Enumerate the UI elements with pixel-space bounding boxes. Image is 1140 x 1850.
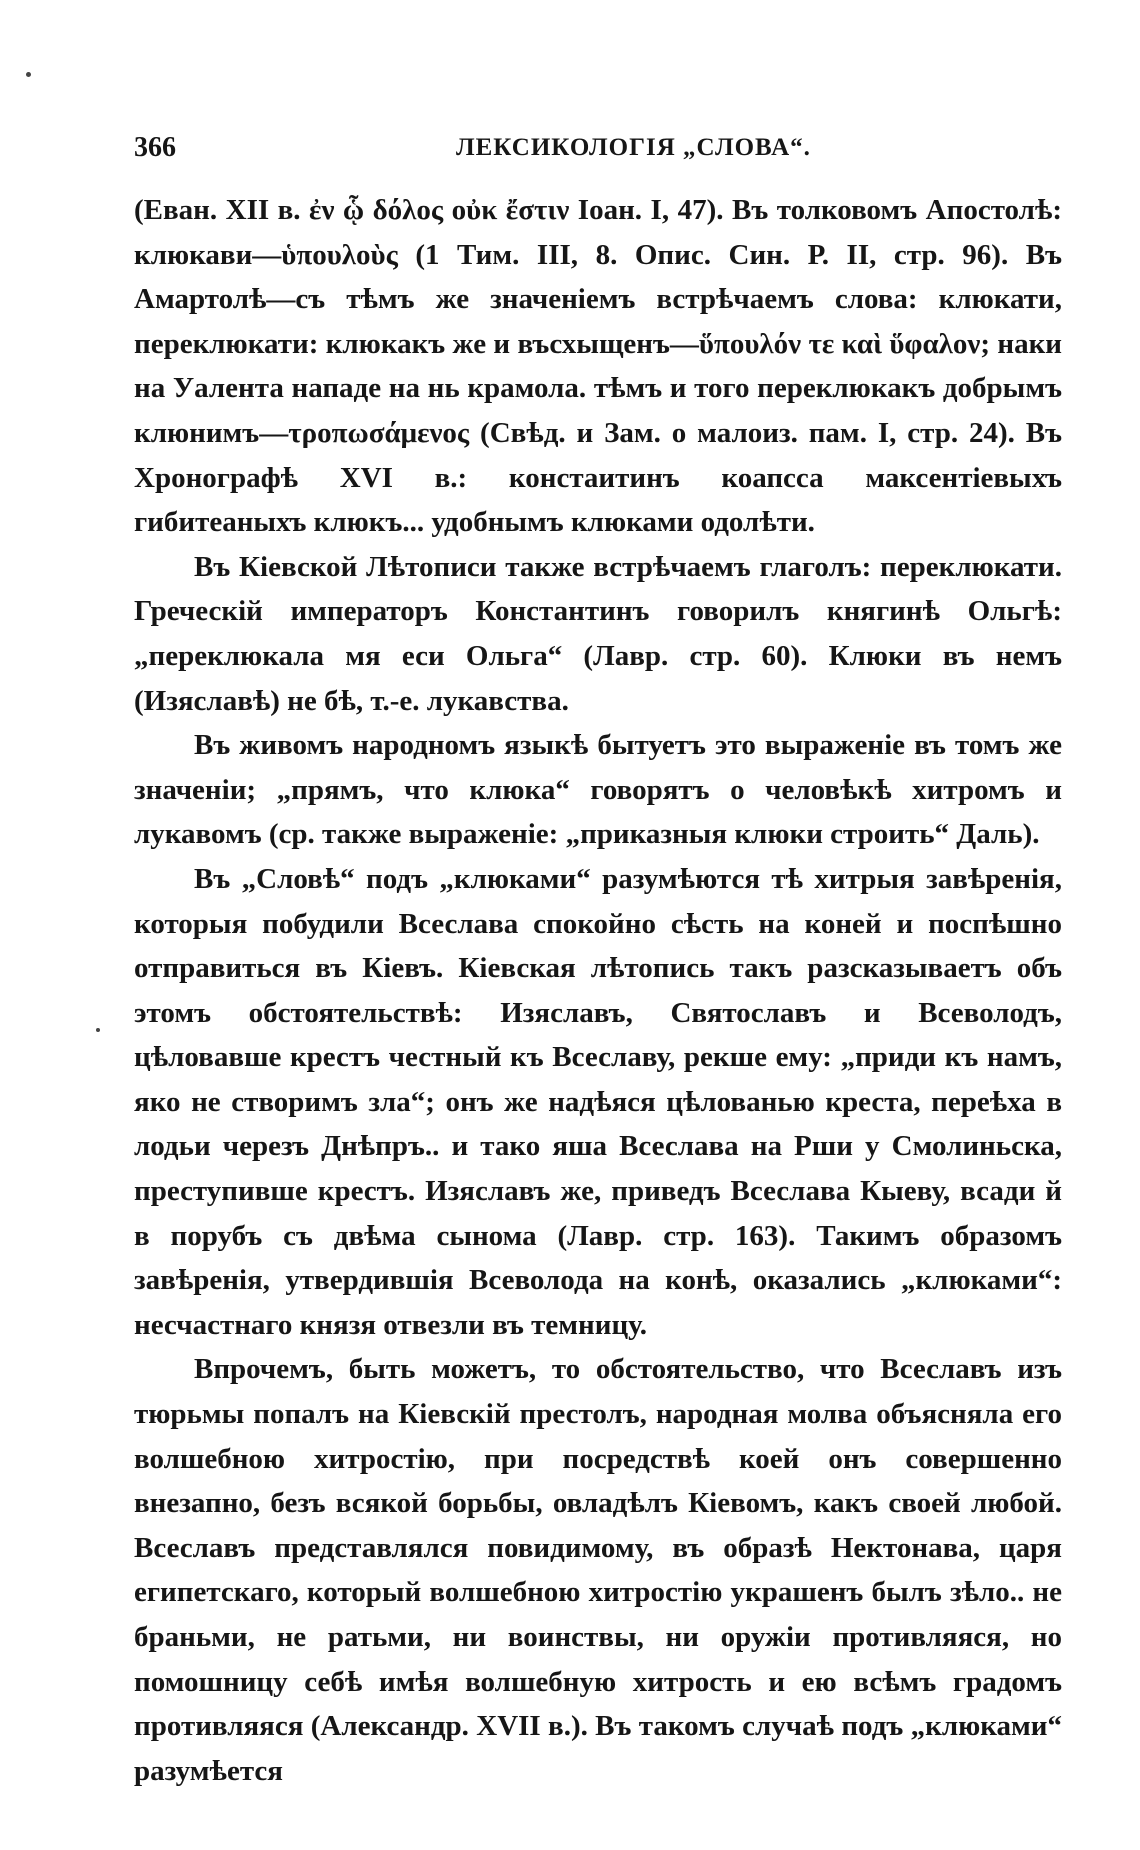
body-text	[134, 188, 1062, 1793]
paragraph: Въ Кіевской Лѣтописи также встрѣчаемъ глаголъ: переклюкати. Греческій императоръ Константинъ говорилъ княгинѣ Ольгѣ: „переклюкала мя еси Ольга“ (Лавр. стр. 60). Клюки въ немъ (Изяславѣ) не бѣ, т.-е. лукавства.	[134, 550, 1062, 717]
paragraph: Въ живомъ народномъ языкѣ бытуетъ это выраженіе въ томъ же значеніи; „прямъ, что клюка“ говорятъ о человѣкѣ хитромъ и лукавомъ (ср. также выраженіе: „приказныя клюки строить“ Даль).	[134, 729, 1062, 851]
page-number: 366	[134, 132, 176, 163]
paragraph: Впрочемъ, быть можетъ, то обстоятельство, что Всеславъ изъ тюрьмы попалъ на Кіевскій престолъ, народная молва объясняла его волшебною хитростію, при посредствѣ коей онъ совершенно внезапно, безъ всякой борьбы, овладѣлъ Кіевомъ, какъ своей любой. Всеславъ представлялся повидимому, въ образѣ Нектонава, царя египетскаго, который волшебною хитростію украшенъ былъ зѣло.. не браньми, не ратьми, ни воинствы, ни оружіи противляяся, но помошницу себѣ имѣя волшебную хитрость и ею всѣмъ градомъ противляяся (Александр. XVII в.). Въ такомъ случаѣ подъ „клюками“ разумѣется	[134, 1353, 1062, 1787]
page-header	[134, 132, 1064, 172]
scan-speck	[96, 1028, 100, 1032]
paragraph: (Еван. XII в. ἐν ᾧ δόλος οὐκ ἔστιν Іоан. I, 47). Въ толковомъ Апостолѣ: клюкави—ὑπουλοὺς (1 Тим. III, 8. Опис. Син. Р. II, стр. 96). Въ Амартолѣ—съ тѣмъ же значеніемъ встрѣчаемъ слова: клюкати, переклюкати: клюкакъ же и въсхыщенъ—ὕπουλόν τε καὶ ὕφαλον; наки на Уалента нападе на нь крамола. тѣмъ и того переклюкакъ добрымъ клюнимъ—τροπωσάμενος (Свѣд. и Зам. о малоиз. пам. I, стр. 24). Въ Хронографѣ XVI в.: констаитинъ коапсса максентіевыхъ гибитеаныхъ клюкъ... удобнымъ клюками одолѣти.	[134, 194, 1062, 539]
scan-speck	[26, 72, 31, 77]
running-title: ЛЕКСИКОЛОГІЯ „СЛОВА“.	[456, 134, 811, 161]
paragraph: Въ „Словѣ“ подъ „клюками“ разумѣются тѣ хитрыя завѣренія, которыя побудили Всеслава спокойно сѣсть на коней и поспѣшно отправиться въ Кіевъ. Кіевская лѣтопись такъ разсказываетъ объ этомъ обстоятельствѣ: Изяславъ, Святославъ и Всеволодъ, цѣловавше крестъ честный къ Всеславу, рекше ему: „приди къ намъ, яко не створимъ зла“; онъ же надѣяся цѣлованью креста, переѣха в лодьи черезъ Днѣпръ.. и тако яша Всеслава на Рши у Смолиньска, преступивше крестъ. Изяславъ же, приведъ Всеслава Кыеву, всади й в порубъ съ двѣма сынома (Лавр. стр. 163). Такимъ образомъ завѣренія, утвердившія Всеволода на конѣ, оказались „клюками“: несчастнаго князя отвезли въ темницу.	[134, 862, 1062, 1341]
